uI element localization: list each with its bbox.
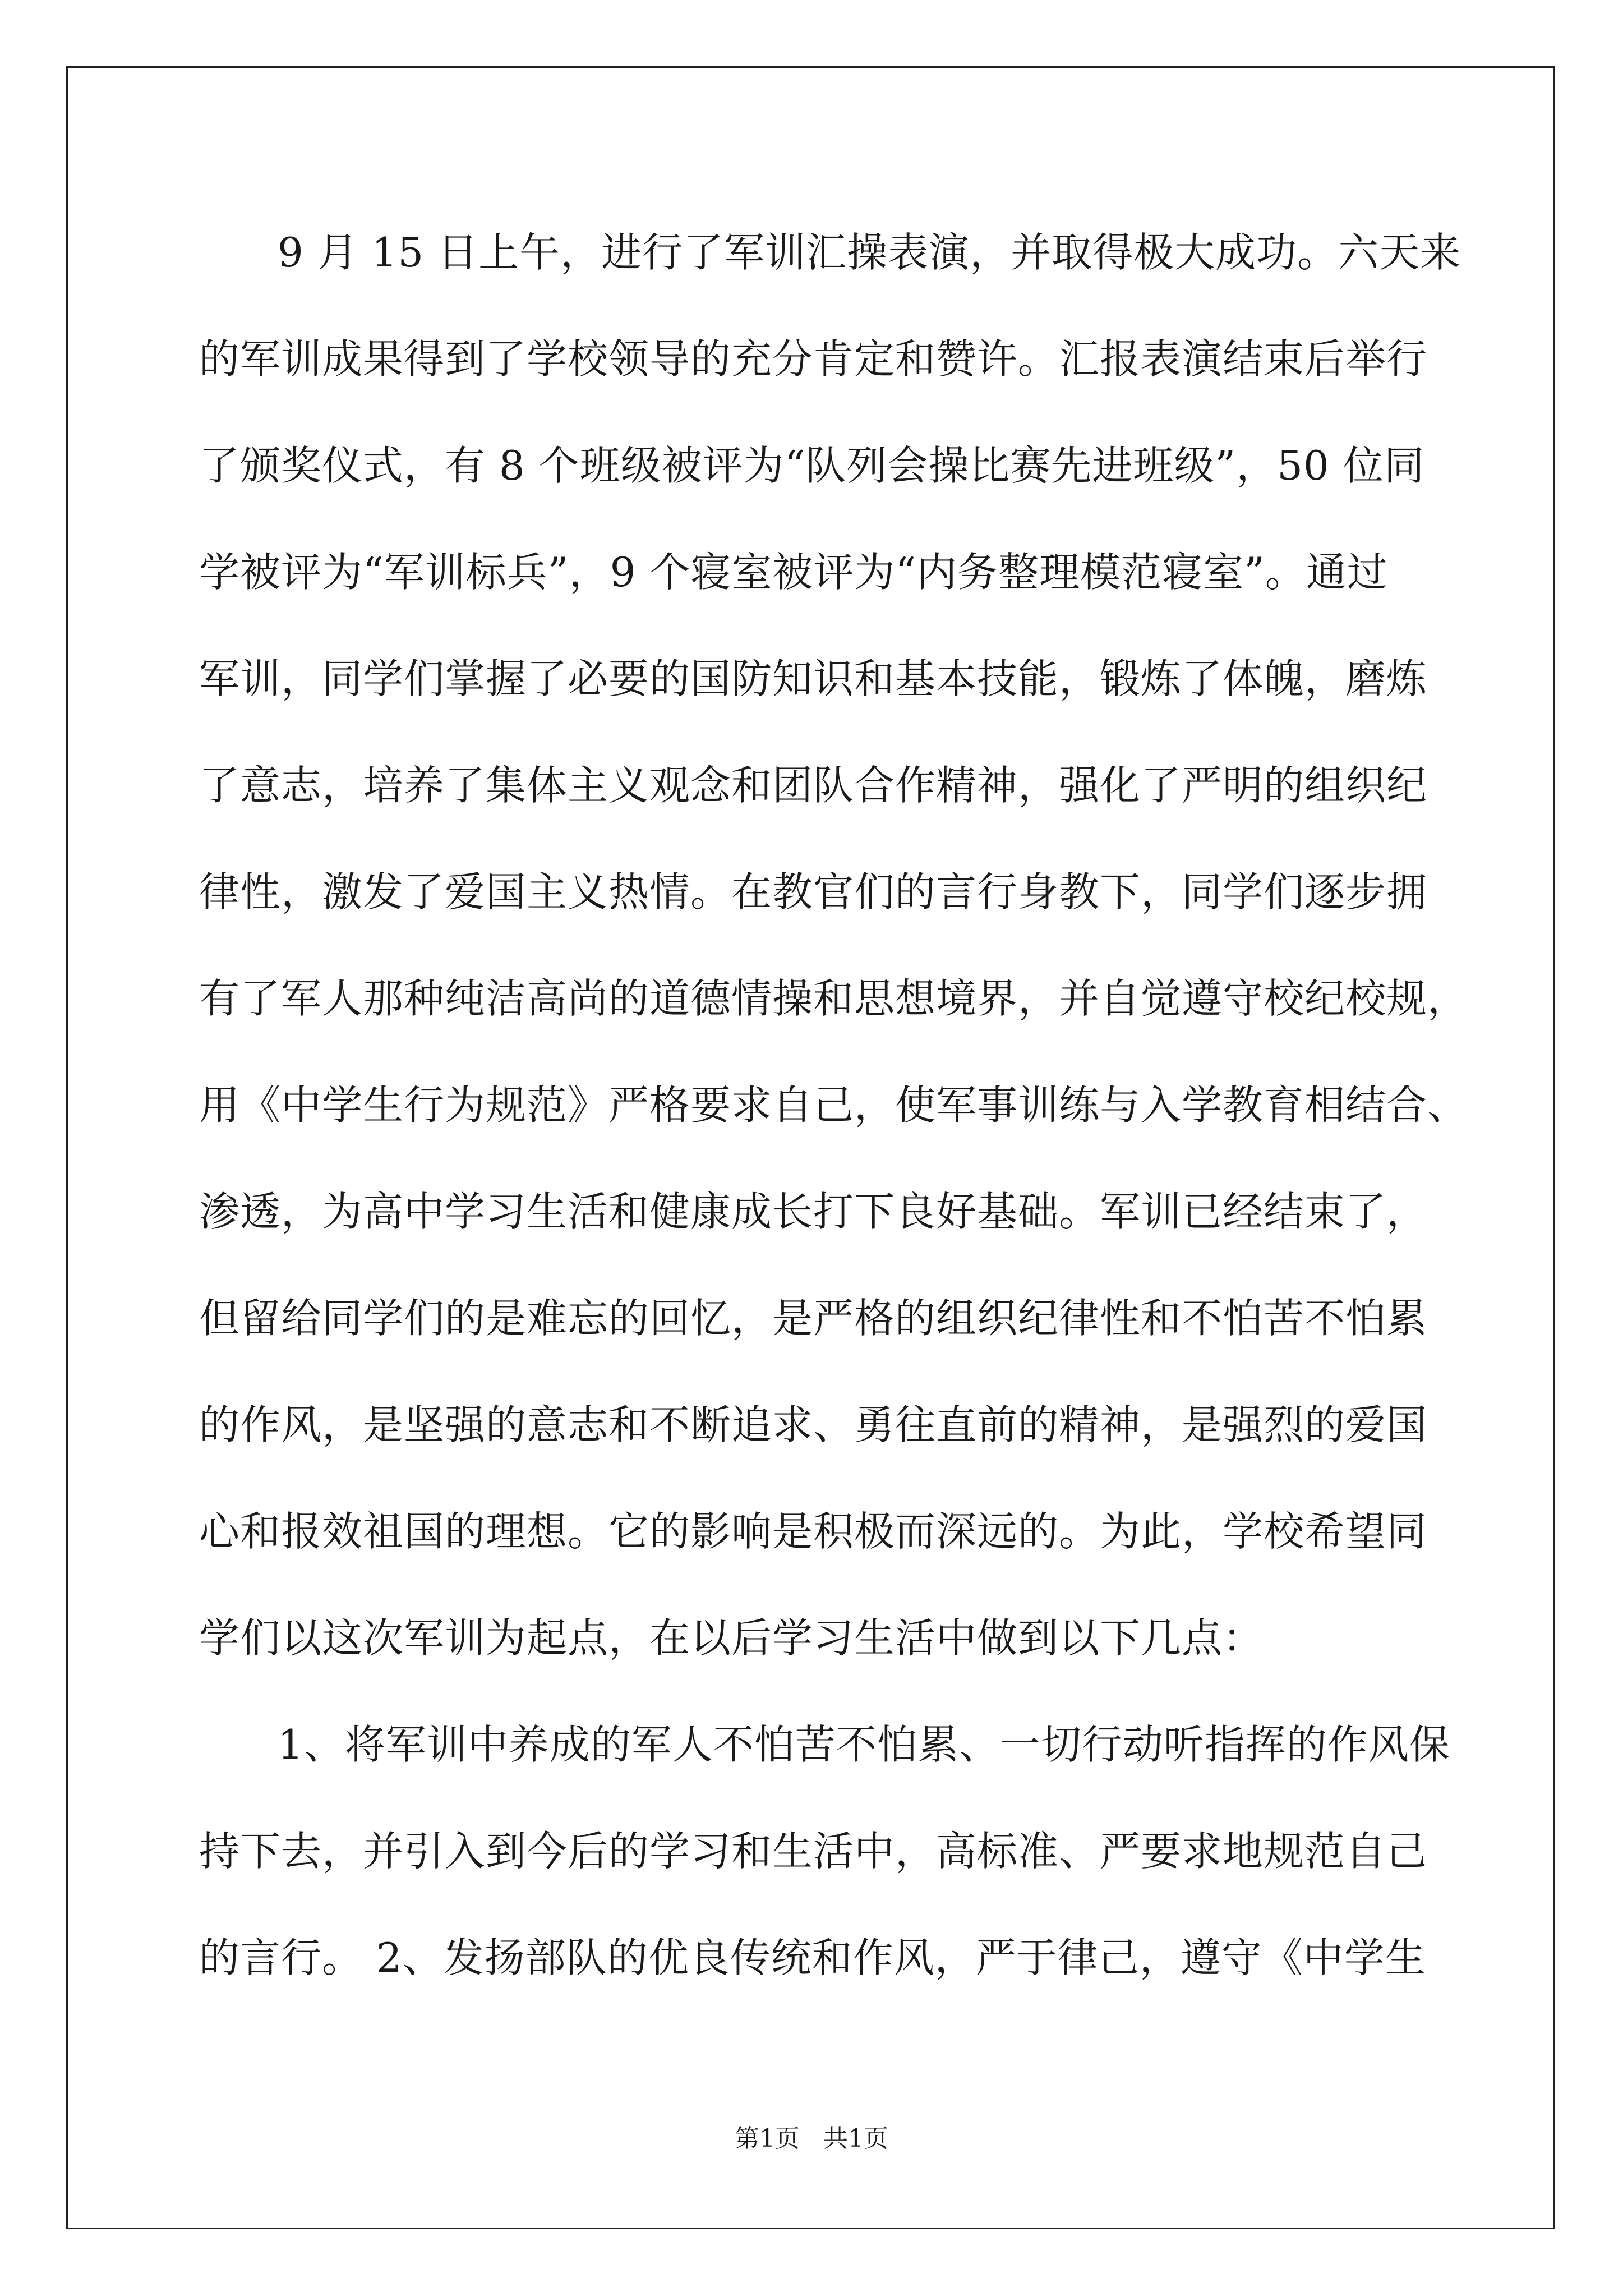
- text-line-9: 用《中学生行为规范》严格要求自己，使军事训练与入学教育相结合、: [199, 1082, 1469, 1129]
- text-line-6: 了意志，培养了集体主义观念和团队合作精神，强化了严明的组织纪: [199, 762, 1428, 809]
- text-line-3: 了颁奖仪式，有 8 个班级被评为“队列会操比赛先进班级”，50 位同: [199, 442, 1425, 489]
- text-line-4: 学被评为“军训标兵”，9 个寝室被评为“内务整理模范寝室”。通过: [199, 549, 1388, 596]
- text-line-11: 但留给同学们的是难忘的回忆，是严格的组织纪律性和不怕苦不怕累: [199, 1295, 1428, 1342]
- text-line-14: 学们以这次军训为起点，在以后学习生活中做到以下几点：: [199, 1614, 1264, 1662]
- text-line-8: 有了军人那种纯洁高尚的道德情操和思想境界，并自觉遵守校纪校规，: [199, 975, 1469, 1022]
- text-line-1: 9 月 15 日上午，进行了军训汇操表演，并取得极大成功。六天来: [278, 229, 1461, 276]
- text-line-5: 军训，同学们掌握了必要的国防知识和基本技能，锻炼了体魄，磨炼: [199, 655, 1428, 702]
- text-line-2: 的军训成果得到了学校领导的充分肯定和赞许。汇报表演结束后举行: [199, 335, 1428, 383]
- text-line-7: 律性，激发了爱国主义热情。在教官们的言行身教下，同学们逐步拥: [199, 868, 1428, 915]
- text-line-16: 持下去，并引入到今后的学习和生活中，高标准、严要求地规范自己: [199, 1828, 1428, 1875]
- text-line-17: 的言行。 2、发扬部队的优良传统和作风，严于律己，遵守《中学生: [199, 1934, 1426, 1981]
- page-footer: 第1页 共1页: [735, 2124, 888, 2153]
- text-line-13: 心和报效祖国的理想。它的影响是积极而深远的。为此，学校希望同: [199, 1508, 1428, 1555]
- text-line-10: 渗透，为高中学习生活和健康成长打下良好基础。军训已经结束了，: [199, 1188, 1428, 1235]
- text-line-12: 的作风，是坚强的意志和不断追求、勇往直前的精神，是强烈的爱国: [199, 1401, 1428, 1448]
- text-line-15: 1、将军训中养成的军人不怕苦不怕累、一切行动听指挥的作风保: [278, 1721, 1450, 1768]
